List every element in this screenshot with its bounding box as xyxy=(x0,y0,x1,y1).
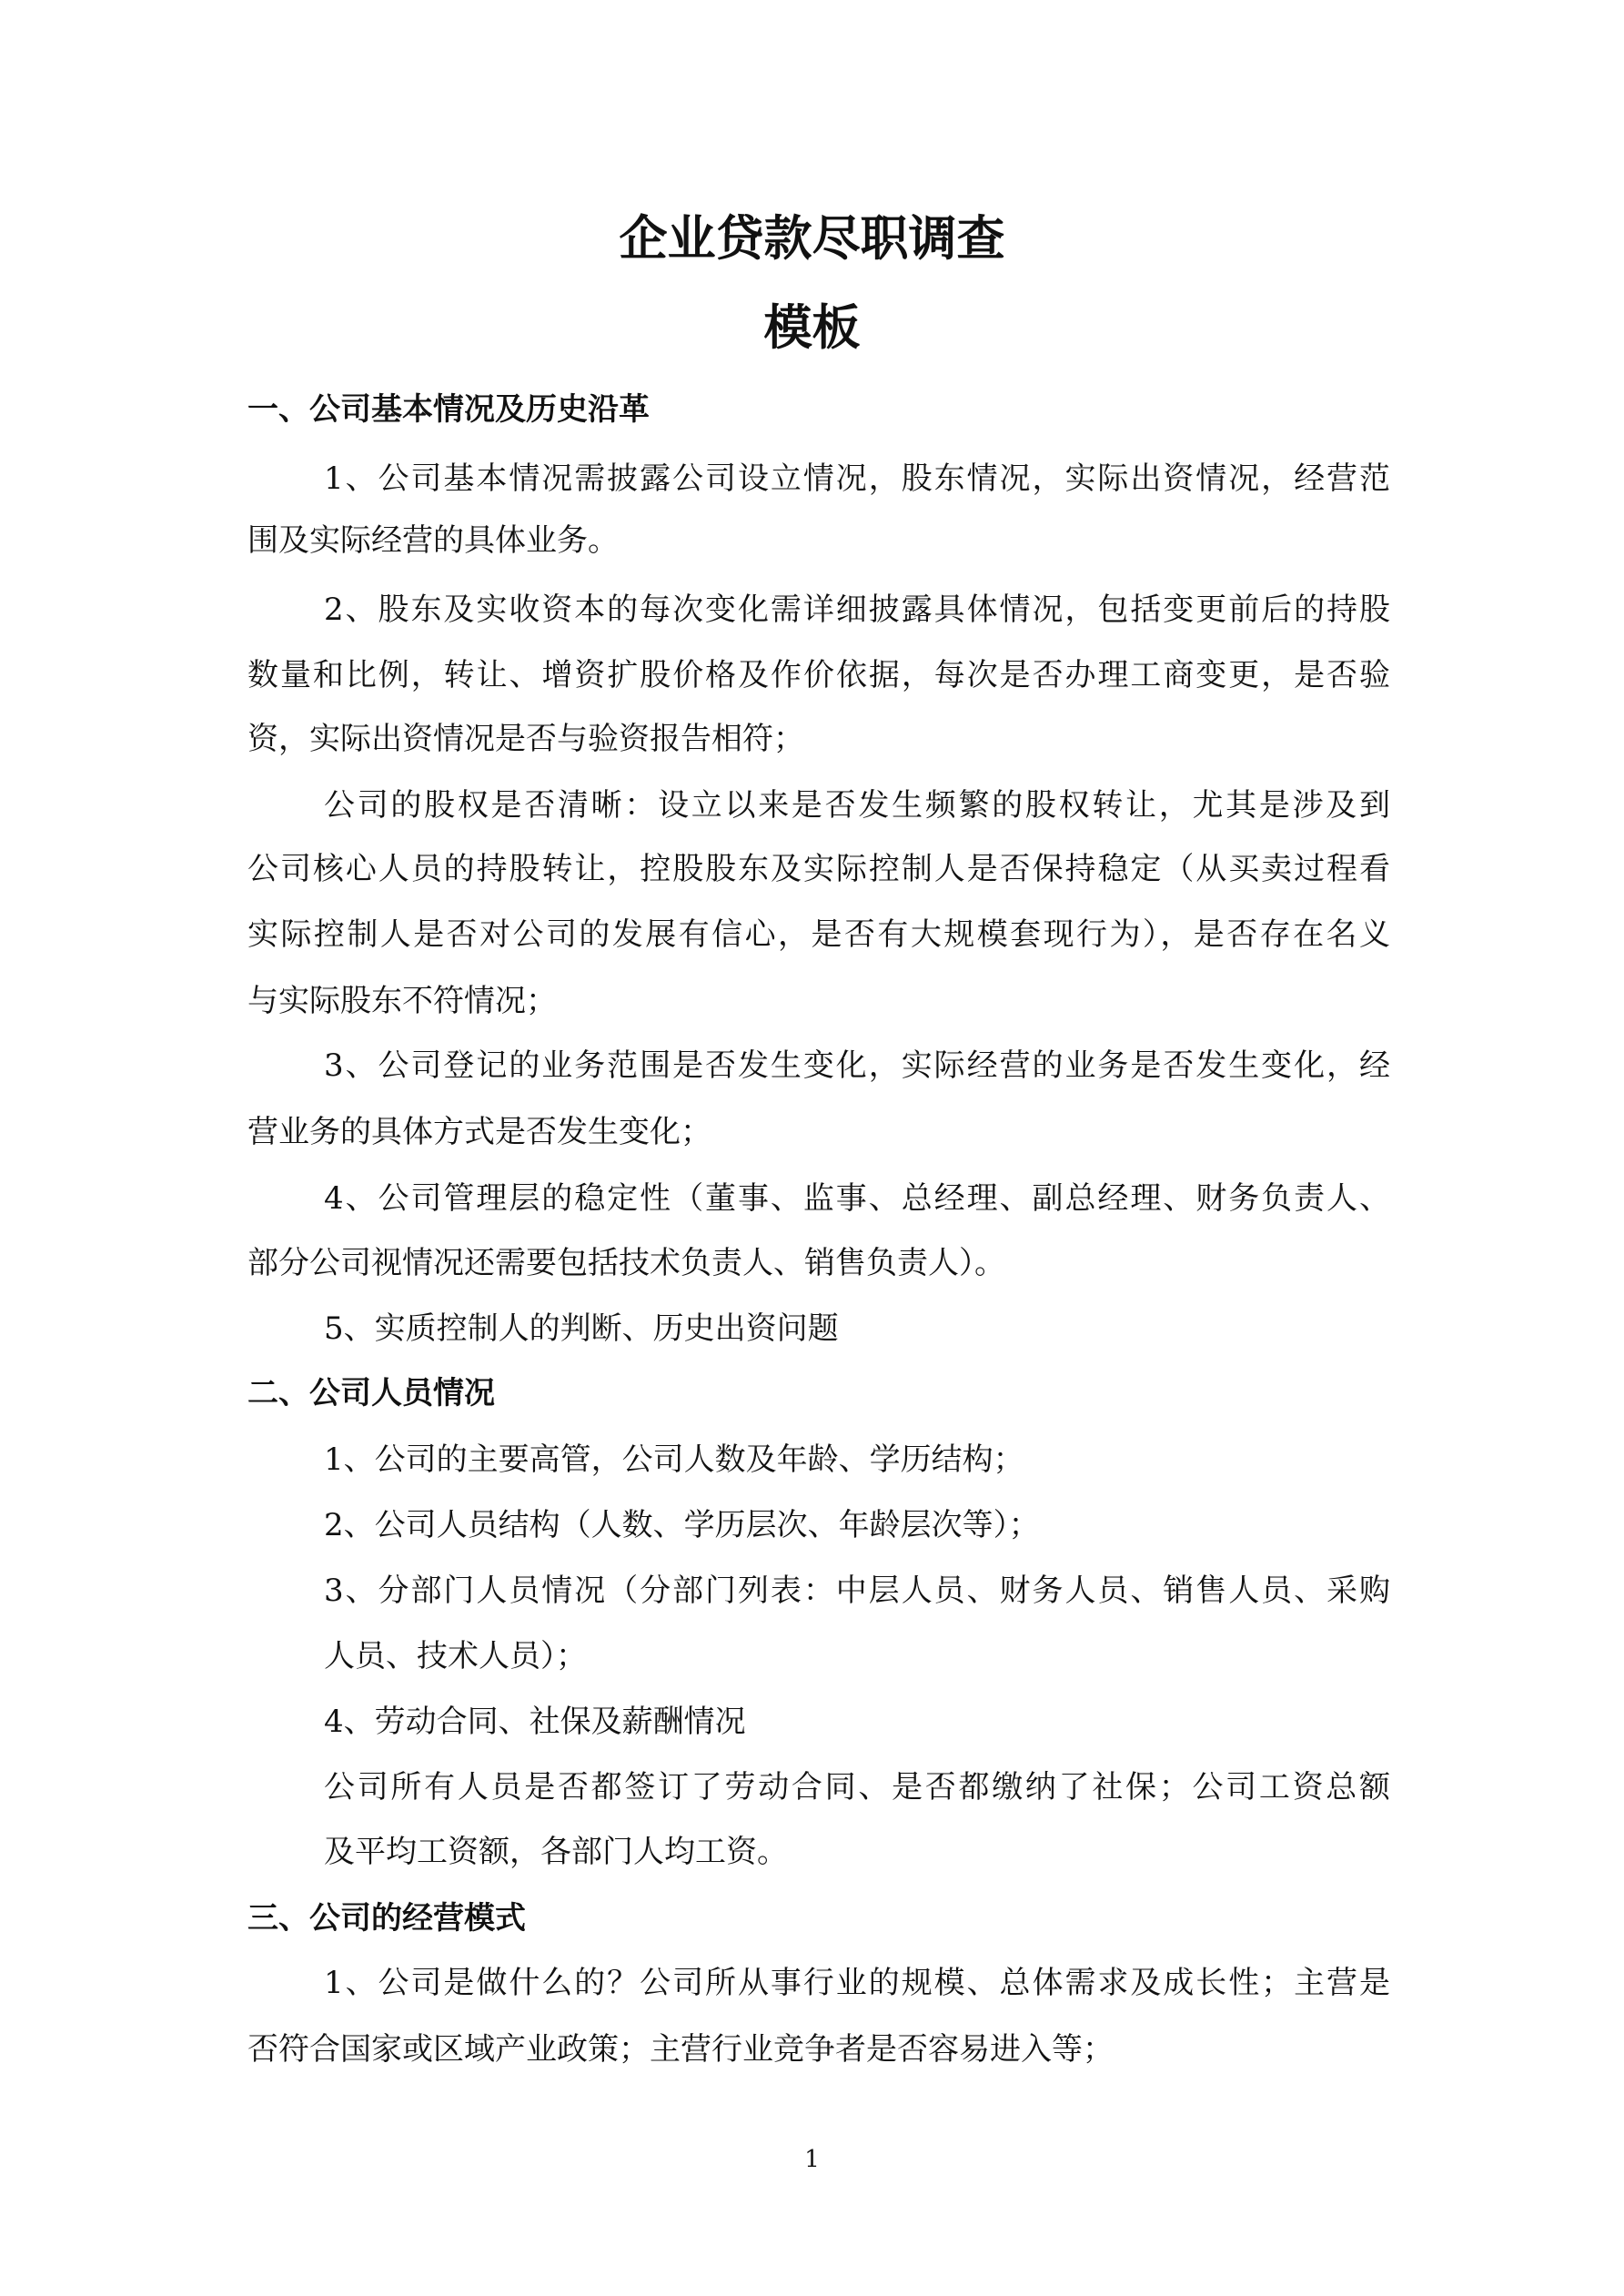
paragraph-9-line-1: 3、分部门人员情况（分部门列表：中层人员、财务人员、销售人员、采购 xyxy=(324,1573,1390,1609)
paragraph-11-line-2: 及平均工资额，各部门人均工资。 xyxy=(324,1834,788,1870)
paragraph-3-line-1: 公司的股权是否清晰：设立以来是否发生频繁的股权转让，尤其是涉及到 xyxy=(324,787,1390,824)
page-number: 1 xyxy=(804,2146,820,2173)
paragraph-3-line-2: 公司核心人员的持股转让，控股股东及实际控制人是否保持稳定（从买卖过程看 xyxy=(247,851,1390,887)
paragraph-1-line-1: 1、公司基本情况需披露公司设立情况，股东情况，实际出资情况，经营范 xyxy=(324,460,1390,497)
paragraph-12-line-1: 1、公司是做什么的？公司所从事行业的规模、总体需求及成长性；主营是 xyxy=(324,1965,1390,2001)
paragraph-9-line-2: 人员、技术人员）； xyxy=(324,1638,587,1674)
paragraph-8-line-1: 2、公司人员结构（人数、学历层次、年龄层次等）； xyxy=(324,1507,1040,1543)
paragraph-2-line-2: 数量和比例，转让、增资扩股价格及作价依据，每次是否办理工商变更，是否验 xyxy=(247,657,1390,693)
paragraph-12-line-2: 否符合国家或区域产业政策；主营行业竞争者是否容易进入等； xyxy=(247,2031,1114,2068)
document-title: 企业贷款尽职调查 xyxy=(619,210,1005,267)
paragraph-5-line-1: 4、公司管理层的稳定性（董事、监事、总经理、副总经理、财务负责人、 xyxy=(324,1180,1390,1217)
paragraph-2-line-1: 2、股东及实收资本的每次变化需详细披露具体情况，包括变更前后的持股 xyxy=(324,592,1390,628)
paragraph-6-line-1: 5、实质控制人的判断、历史出资问题 xyxy=(324,1310,839,1347)
section-heading-2: 二、公司人员情况 xyxy=(247,1375,495,1411)
paragraph-1-line-2: 围及实际经营的具体业务。 xyxy=(247,522,619,559)
paragraph-3-line-4: 与实际股东不符情况； xyxy=(247,983,557,1019)
paragraph-11-line-1: 公司所有人员是否都签订了劳动合同、是否都缴纳了社保；公司工资总额 xyxy=(324,1769,1390,1805)
paragraph-7-line-1: 1、公司的主要高管，公司人数及年龄、学历结构； xyxy=(324,1441,1024,1478)
section-heading-1: 一、公司基本情况及历史沿革 xyxy=(247,391,650,428)
document-subtitle: 模板 xyxy=(763,299,861,356)
section-heading-3: 三、公司的经营模式 xyxy=(247,1900,526,1937)
paragraph-4-line-2: 营业务的具体方式是否发生变化； xyxy=(247,1114,711,1150)
paragraph-4-line-1: 3、公司登记的业务范围是否发生变化，实际经营的业务是否发生变化，经 xyxy=(324,1047,1390,1084)
paragraph-3-line-3: 实际控制人是否对公司的发展有信心，是否有大规模套现行为），是否存在名义 xyxy=(247,916,1390,953)
paragraph-5-line-2: 部分公司视情况还需要包括技术负责人、销售负责人）。 xyxy=(247,1245,1005,1281)
paragraph-10-line-1: 4、劳动合同、社保及薪酬情况 xyxy=(324,1704,746,1740)
paragraph-2-line-3: 资，实际出资情况是否与验资报告相符； xyxy=(247,721,804,757)
